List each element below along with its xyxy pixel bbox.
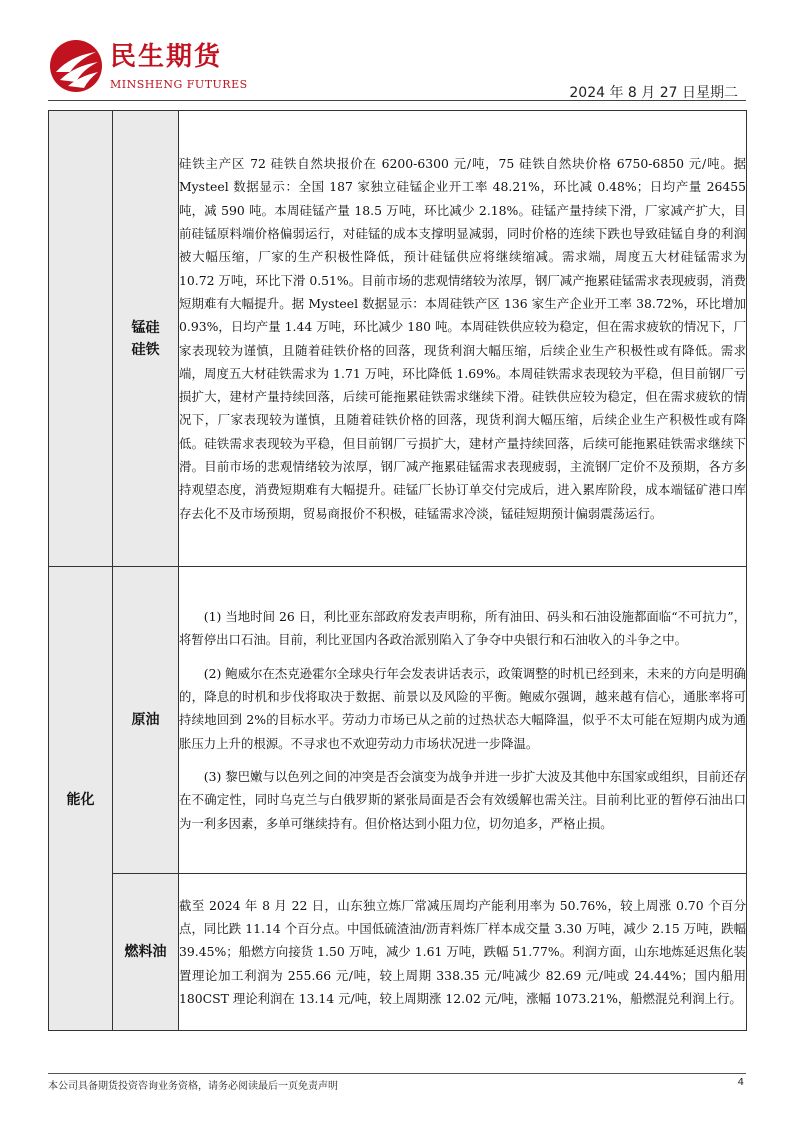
mn-si-analysis-text xyxy=(179,111,747,567)
report-date: 2024 年 8 月 27 日星期二 xyxy=(569,85,738,101)
fuel-oil-analysis-text xyxy=(179,874,747,1031)
mn-si-paragraph: 硅铁主产区 72 硅铁自然块报价在 6200-6300 元/吨，75 硅铁自然块价格 6750-6850 元/吨。据 Mysteel 数据显示：全国 187 家独立硅锰企业开工率 48.21%，环比减 0.48%；日均产量 26455 吨，减 590 吨。本周硅锰产量 18.5 万吨，环比减少 2.18%。硅锰产量持续下滑，厂家减产扩大，目前硅锰原料端价格偏弱运行，对硅锰的成本支撑明显减弱，同时价格的连续下跌也导致硅锰自身的利润被大幅压缩，厂家的生产积极性降低，预计硅锰供应将继续缩减。需求端，周度五大材硅锰需求为 10.72 万吨，环比下滑 0.51%。目前市场的悲观情绪较为浓厚，钢厂减产拖累硅锰需求表现疲弱，消费短期难有大幅提升。据 Mysteel 数据显示：本周硅铁产区 136 家生产企业开工率 38.72%，环比增加 0.93%，日均产量 1.44 万吨，环比减少 180 吨。本周硅铁供应较为稳定，但在需求疲软的情况下，厂家表现较为谨慎，且随着硅铁价格的回落，现货利润大幅压缩，后续企业生产积极性或有降低。需求端，周度五大材硅铁需求为 1.71 万吨，环比降低 1.69%。本周硅铁需求表现较为平稳，但目前钢厂亏损扩大，建材产量持续回落，后续可能拖累硅铁需求继续下滑。硅铁供应较为稳定，但在需求疲软的情况下，厂家表现较为谨慎，且随着硅铁价格的回落，现货利润大幅压缩，后续企业生产积极性或有降低。硅铁需求表现较为平稳，但目前钢厂亏损扩大，建材产量持续回落，后续可能拖累硅铁需求继续下滑。目前市场的悲观情绪较为浓厚，钢厂减产拖累硅锰需求表现疲弱，主流钢厂定价不及预期，各方多持观望态度，消费短期难有大幅提升。硅锰厂长协订单交付完成后，进入累库阶段，成本端锰矿港口库存去化不及市场预期，贸易商报价不积极，硅锰需求冷淡，锰硅短期预计偏弱震荡运行。 xyxy=(179,156,746,521)
disclaimer-note: 本公司具备期货投资咨询业务资格，请务必阅读最后一页免责声明 xyxy=(48,1081,338,1092)
subcategory-fuel-oil: 燃料油 xyxy=(113,874,179,1031)
page-number: 4 xyxy=(737,1077,744,1088)
header-divider xyxy=(48,100,746,101)
crude-analysis-text xyxy=(179,567,747,874)
subcategory-crude: 原油 xyxy=(113,567,179,874)
table-row-mn-si xyxy=(49,111,747,567)
fuel-oil-paragraph: 截至 2024 年 8 月 22 日，山东独立炼厂常减压周均产能利用率为 50.76%，较上周涨 0.70 个百分点，同比跌 11.14 个百分点。中国低硫渣油/沥青料炼厂样本成交量 3.30 万吨，减少 2.15 万吨，跌幅 39.45%；船燃方向接货 1.50 万吨，减少 1.61 万吨，跌幅 51.77%。利润方面，山东地炼延迟焦化装置理论加工利润为 255.66 元/吨，较上周期 338.35 元/吨减少 82.69 元/吨或 24.44%；国内船用 180CST 理论利润在 13.14 元/吨，较上周期涨 12.02 元/吨，涨幅 1073.21%，船燃混兑利润上行。 xyxy=(179,897,746,1006)
category-energy: 能化 xyxy=(49,567,113,1031)
crude-paragraph-3: (3) 黎巴嫩与以色列之间的冲突是否会演变为战争并进一步扩大波及其他中东国家或组织，目前还存在不确定性，同时乌克兰与白俄罗斯的紧张局面是否会有效缓解也需关注。目前利比亚的暂停石油出口为一利多因素，多单可继续持有。但价格达到小阻力位，切勿追多，严格止损。 xyxy=(179,768,746,831)
minsheng-logo-icon xyxy=(48,38,104,94)
subcategory-mn-si: 锰硅 硅铁 xyxy=(113,111,179,567)
commodity-table xyxy=(48,110,747,1031)
table-row-crude xyxy=(49,567,747,874)
category-cell-empty xyxy=(49,111,113,567)
crude-paragraph-2: (2) 鲍威尔在杰克逊霍尔全球央行年会发表讲话表示，政策调整的时机已经到来，未来的方向是明确的，降息的时机和步伐将取决于数据、前景以及风险的平衡。鲍威尔强调，越来越有信心，通胀率将可持续地回到 2%的目标水平。劳动力市场已从之前的过热状态大幅降温，似乎不太可能在短期内成为通胀压力上升的根源。不寻求也不欢迎劳动力市场状况进一步降温。 xyxy=(179,665,746,751)
company-name: 民生期货 xyxy=(110,42,223,72)
crude-paragraph-1: (1) 当地时间 26 日，利比亚东部政府发表声明称，所有油田、码头和石油设施都面临“不可抗力”，将暂停出口石油。目前，利比亚国内各政治派别陷入了争夺中央银行和石油收入的斗争之中。 xyxy=(179,609,746,648)
footer-divider xyxy=(48,1073,746,1074)
table-row-fuel-oil xyxy=(49,874,747,1031)
company-english-name: MINSHENG FUTURES xyxy=(110,78,248,91)
page-header xyxy=(48,38,748,102)
